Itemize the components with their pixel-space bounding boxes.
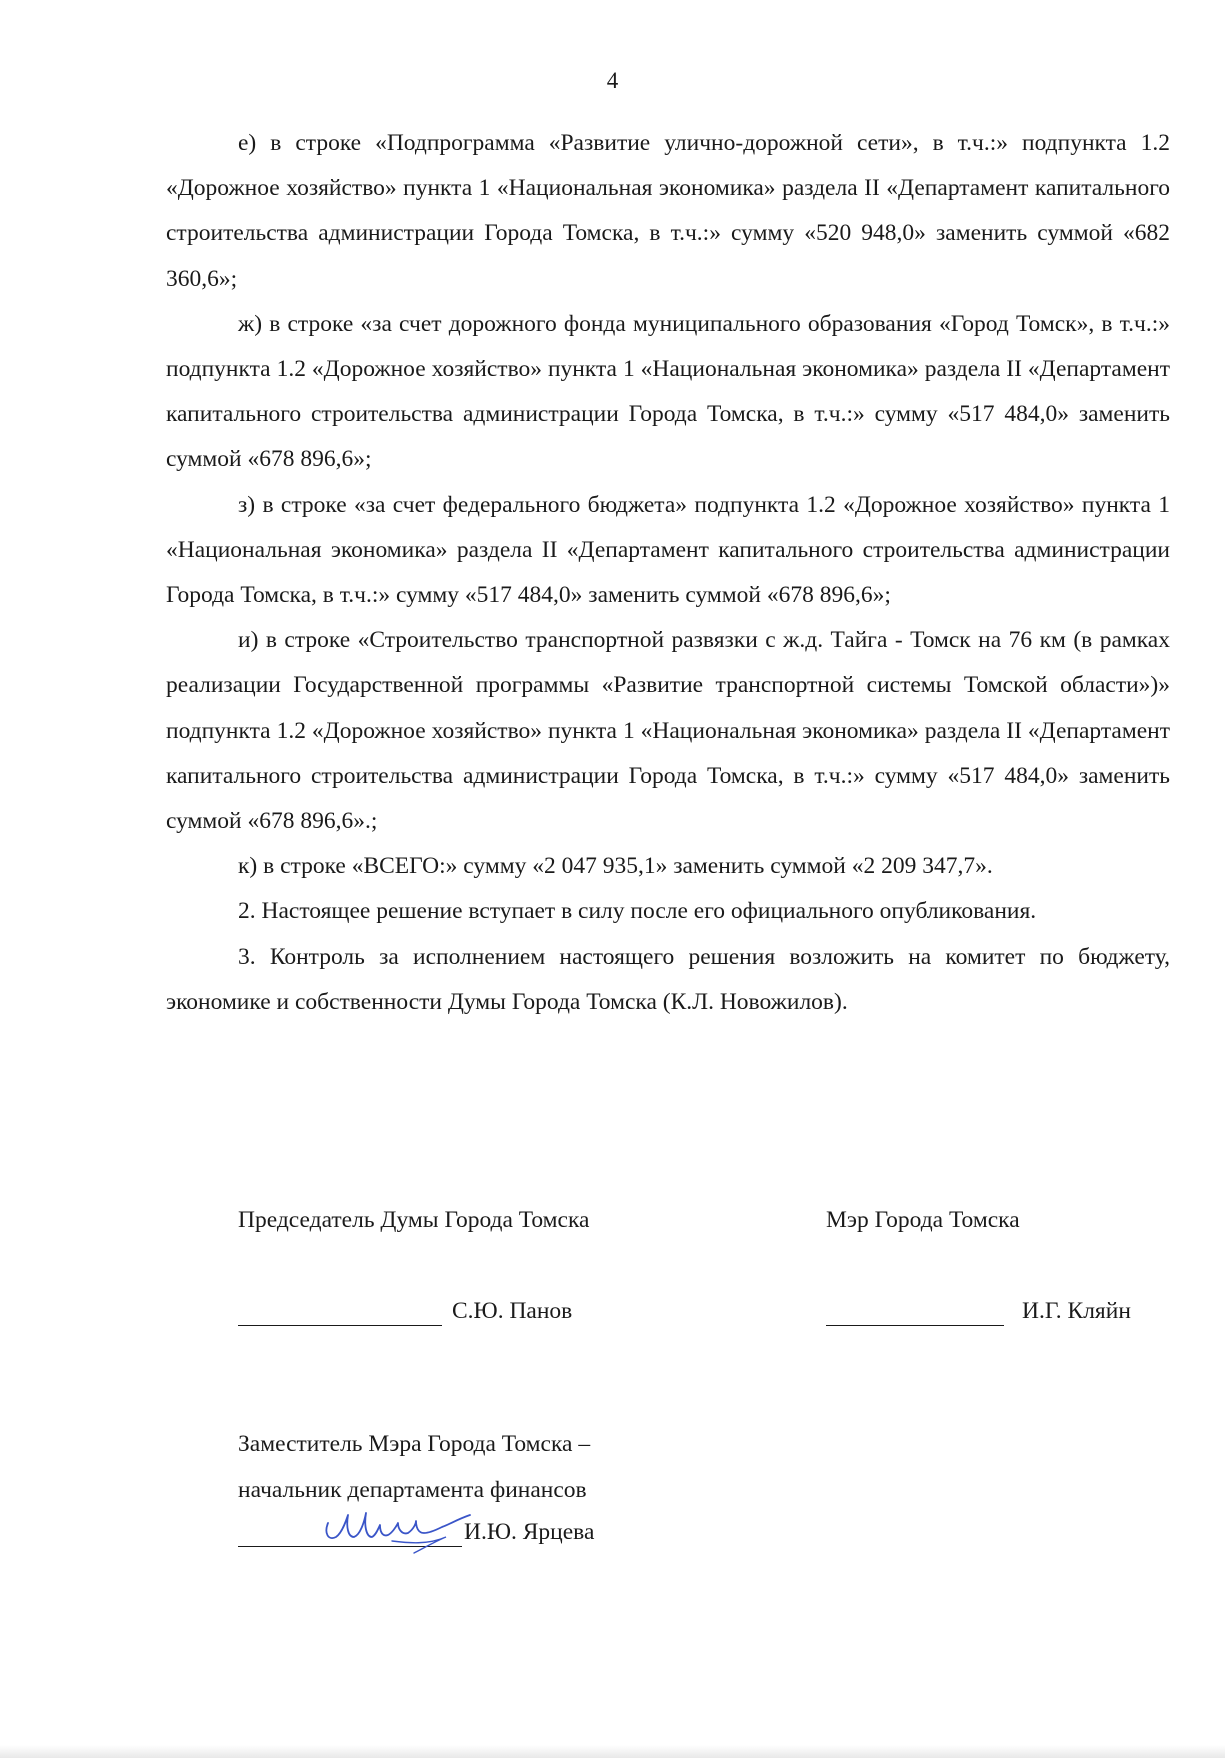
paragraph-i: и) в строке «Строительство транспортной развязки с ж.д. Тайга - Томск на 76 км (в рамках реализации Государственной программы «Развитие транспортной системы Томской области»)» подпункта 1.2 «Дорожное хозяйство» пункта 1 «Национальная экономика» раздела II «Департамент капитального строительства администрации Города Томска, в т.ч.:» сумму «517 484,0» заменить суммой «678 896,6».;: [166, 627, 1170, 835]
mayor-title: Мэр Города Томска: [826, 1207, 1020, 1233]
mayor-signature-line: [826, 1325, 1004, 1326]
chairman-name: С.Ю. Панов: [452, 1298, 573, 1324]
paragraph-e: е) в строке «Подпрограмма «Развитие улично-дорожной сети», в т.ч.:» подпункта 1.2 «Дорожное хозяйство» пункта 1 «Национальная экономика» раздела II «Департамент капитального строительства администрации Города Томска, в т.ч.:» сумму «520 948,0» заменить суммой «682 360,6»;: [166, 130, 1170, 292]
deputy-title-line1: Заместитель Мэра Города Томска –: [238, 1431, 591, 1457]
chairman-signature-line: [238, 1325, 442, 1326]
mayor-name: И.Г. Кляйн: [1022, 1298, 1131, 1324]
paragraph-3: 3. Контроль за исполнением настоящего решения возложить на комитет по бюджету, экономике и собственности Думы Города Томска (К.Л. Новожилов).: [166, 943, 1170, 1015]
handwritten-signature-icon: [318, 1497, 478, 1557]
paragraph-z: з) в строке «за счет федерального бюджета» подпункта 1.2 «Дорожное хозяйство» пункта 1 «Национальная экономика» раздела II «Департамент капитального строительства администрации Города Томска, в т.ч.:» сумму «517 484,0» заменить суммой «678 896,6»;: [166, 491, 1170, 609]
deputy-name: И.Ю. Ярцева: [464, 1519, 595, 1545]
deputy-title-line2: начальник департамента финансов: [238, 1477, 587, 1503]
page-number: 4: [606, 68, 619, 93]
document-body: [166, 121, 1170, 1025]
scan-edge-shadow: [0, 1745, 1225, 1758]
paragraph-zh: ж) в строке «за счет дорожного фонда муниципального образования «Город Томск», в т.ч.:» подпункта 1.2 «Дорожное хозяйство» пункта 1 «Национальная экономика» раздела II «Департамент капитального строительства администрации Города Томска, в т.ч.:» сумму «517 484,0» заменить суммой «678 896,6»;: [166, 310, 1170, 473]
paragraph-2: 2. Настоящее решение вступает в силу после его официального опубликования.: [238, 898, 1037, 925]
chairman-title: Председатель Думы Города Томска: [238, 1207, 590, 1233]
paragraph-k: к) в строке «ВСЕГО:» сумму «2 047 935,1» заменить суммой «2 209 347,7».: [238, 853, 993, 880]
